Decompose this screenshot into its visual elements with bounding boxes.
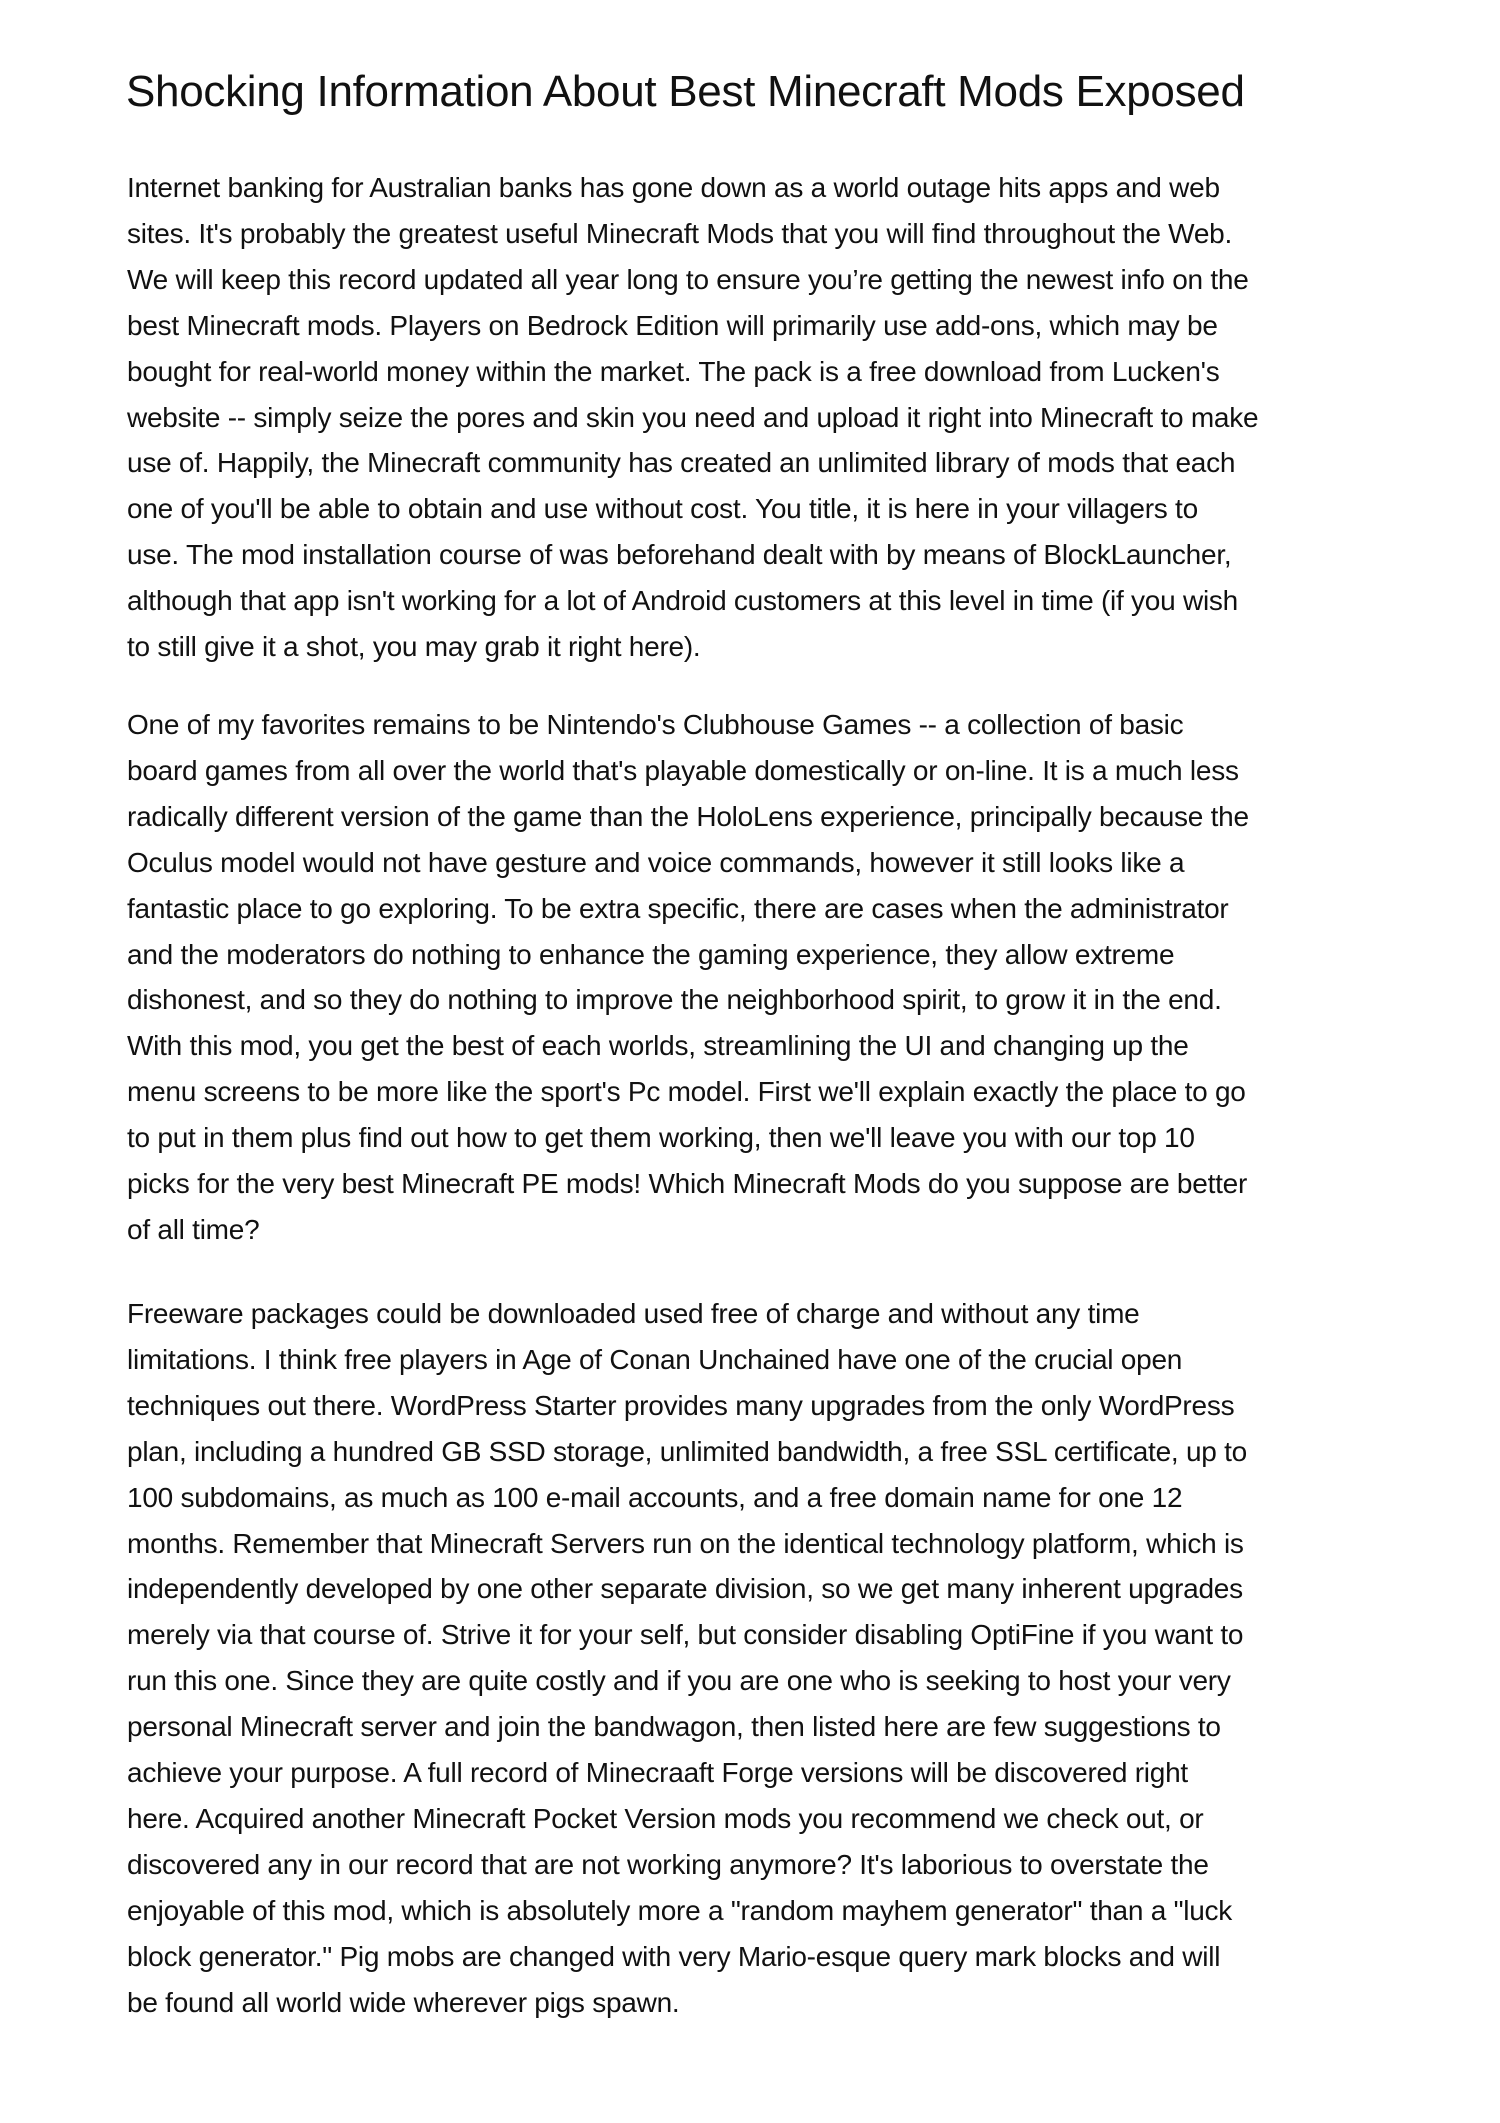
paragraph-line: With this mod, you get the best of each worlds, streamlining the UI and changing up the [127, 1030, 1189, 1062]
paragraph-line: of all time? [127, 1213, 260, 1245]
paragraph-line: merely via that course of. Strive it for your self, but consider disabling OptiFine if you want to [127, 1619, 1244, 1651]
paragraph-line: to still give it a shot, you may grab it right here). [127, 631, 701, 663]
page-title: Shocking Information About Best Minecraft Mods Exposed [126, 67, 1245, 116]
paragraph-line: techniques out there. WordPress Starter provides many upgrades from the only WordPress [127, 1389, 1235, 1421]
paragraph-line: use. The mod installation course of was beforehand dealt with by means of BlockLauncher, [127, 539, 1232, 571]
paragraph-line: We will keep this record updated all year long to ensure you’re getting the newest info on the [127, 263, 1249, 295]
paragraph-line: months. Remember that Minecraft Servers run on the identical technology platform, which is [127, 1527, 1244, 1559]
paragraph-line: personal Minecraft server and join the bandwagon, then listed here are few suggestions to [127, 1711, 1221, 1743]
paragraph-line: one of you'll be able to obtain and use without cost. You title, it is here in your villagers to [127, 493, 1198, 525]
paragraph-line: bought for real-world money within the market. The pack is a free download from Lucken's [127, 355, 1220, 387]
paragraph-line: dishonest, and so they do nothing to improve the neighborhood spirit, to grow it in the end. [127, 984, 1222, 1016]
paragraph-line: although that app isn't working for a lot of Android customers at this level in time (if you wish [127, 585, 1238, 617]
paragraph-line: use of. Happily, the Minecraft community has created an unlimited library of mods that each [127, 447, 1236, 479]
paragraph-line: menu screens to be more like the sport's Pc model. First we'll explain exactly the place to go [127, 1076, 1246, 1108]
paragraph-3 [127, 1291, 1247, 2026]
paragraph-2 [127, 702, 1249, 1253]
paragraph-line: run this one. Since they are quite costly and if you are one who is seeking to host your very [127, 1665, 1231, 1697]
paragraph-line: 100 subdomains, as much as 100 e-mail accounts, and a free domain name for one 12 [127, 1481, 1183, 1513]
paragraph-line: enjoyable of this mod, which is absolutely more a "random mayhem generator" than a "luck [127, 1894, 1233, 1926]
paragraph-line: block generator." Pig mobs are changed with very Mario-esque query mark blocks and will [127, 1940, 1221, 1972]
paragraph-1 [127, 165, 1258, 670]
paragraph-line: best Minecraft mods. Players on Bedrock Edition will primarily use add-ons, which may be [127, 309, 1218, 341]
paragraph-line: website -- simply seize the pores and skin you need and upload it right into Minecraft to make [127, 401, 1259, 433]
paragraph-line: Internet banking for Australian banks has gone down as a world outage hits apps and web [127, 172, 1220, 203]
paragraph-line: picks for the very best Minecraft PE mods! Which Minecraft Mods do you suppose are better [127, 1168, 1248, 1200]
paragraph-line: here. Acquired another Minecraft Pocket Version mods you recommend we check out, or [127, 1802, 1204, 1834]
paragraph-line: to put in them plus find out how to get them working, then we'll leave you with our top 10 [127, 1122, 1195, 1154]
paragraph-line: achieve your purpose. A full record of Minecraaft Forge versions will be discovered right [127, 1757, 1188, 1789]
paragraph-line: radically different version of the game than the HoloLens experience, principally because the [127, 800, 1249, 832]
paragraph-line: Oculus model would not have gesture and voice commands, however it still looks like a [127, 846, 1185, 878]
paragraph-line: limitations. I think free players in Age of Conan Unchained have one of the crucial open [127, 1343, 1183, 1375]
paragraph-line: independently developed by one other separate division, so we get many inherent upgrades [127, 1573, 1243, 1605]
paragraph-line: fantastic place to go exploring. To be extra specific, there are cases when the administrator [127, 892, 1229, 924]
paragraph-line: and the moderators do nothing to enhance the gaming experience, they allow extreme [127, 938, 1175, 970]
paragraph-line: discovered any in our record that are not working anymore? It's laborious to overstate the [127, 1848, 1209, 1880]
paragraph-line: board games from all over the world that's playable domestically or on-line. It is a much less [127, 754, 1239, 786]
paragraph-line: sites. It's probably the greatest useful Minecraft Mods that you will find throughout the Web. [127, 217, 1233, 249]
paragraph-line: One of my favorites remains to be Nintendo's Clubhouse Games -- a collection of basic [127, 709, 1184, 740]
paragraph-line: be found all world wide wherever pigs spawn. [127, 1986, 680, 2018]
paragraph-line: plan, including a hundred GB SSD storage, unlimited bandwidth, a free SSL certificate, up to [127, 1435, 1247, 1467]
paragraph-line: Freeware packages could be downloaded used free of charge and without any time [127, 1298, 1140, 1329]
